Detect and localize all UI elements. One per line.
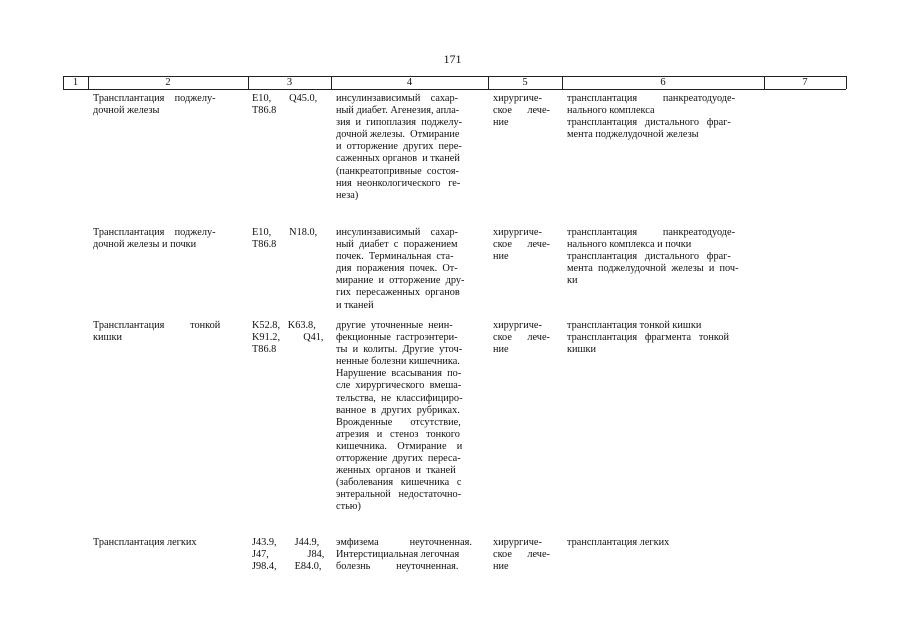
column-header-7: 7 <box>802 77 808 88</box>
row-diagnosis: другие уточненные неин- фекционные гастроэнтери- ты и колиты. Другие уточ- ненные болезни кишечника. Нарушение всасывания по- сле хирургического вмеша- тельства, не классифициро- ванное в других рубриках. Врожденные отсутствие, атрезия и стеноз тонкого кишечника. Отмирание и отторжение других переса- женных органов и тканей (заболевания кишечника с энтеральной недостаточно- стью) <box>336 320 463 513</box>
column-divider <box>846 76 847 89</box>
row-procedure-name: Трансплантация поджелу- дочной железы <box>93 93 216 117</box>
table-header-bottom-border <box>63 89 846 90</box>
row-icd-codes: E10, Q45.0, T86.8 <box>252 93 318 117</box>
row-icd-codes: E10, N18.0, T86.8 <box>252 227 318 251</box>
row-treatment-type: хирургиче- ское лече- ние <box>493 227 550 263</box>
row-treatment-method: трансплантация тонкой кишки трансплантация фрагмента тонкой кишки <box>567 320 729 356</box>
row-procedure-name: Трансплантация легких <box>93 537 197 548</box>
page-number: 171 <box>443 52 462 66</box>
row-treatment-method: трансплантация легких <box>567 537 670 548</box>
column-header-4: 4 <box>406 77 413 88</box>
column-header-3: 3 <box>286 77 293 88</box>
row-diagnosis: инсулинзависимый сахар- ный диабет с поражением почек. Терминальная ста- дия поражения почек. От- мирание и отторжение дру- гих пересаженных органов и тканей <box>336 227 465 311</box>
row-diagnosis: инсулинзависимый сахар- ный диабет. Агенезия, апла- зия и гипоплазия поджелу- дочной железы. Отмирание и отторжение других пере- саженных органов и тканей (панкреатопривные состоя- ния неонкологического ге- неза) <box>336 93 463 201</box>
row-treatment-method: трансплантация панкреатодуоде- нального комплекса трансплантация дистального фраг- мента поджелудочной железы <box>567 93 736 141</box>
row-icd-codes: J43.9, J44.9, J47, J84, J98.4, E84.0, <box>252 537 325 573</box>
row-treatment-type: хирургиче- ское лече- ние <box>493 320 550 356</box>
column-header-5: 5 <box>522 77 528 88</box>
row-treatment-method: трансплантация панкреатодуоде- нального комплекса и почки трансплантация дистального фраг- мента поджелудочной железы и поч- ки <box>567 227 739 287</box>
row-procedure-name: Трансплантация поджелу- дочной железы и почки <box>93 227 216 251</box>
row-procedure-name: Трансплантация тонкой кишки <box>93 320 221 344</box>
row-icd-codes: K52.8, K63.8, K91.2, Q41, T86.8 <box>252 320 324 356</box>
row-treatment-type: хирургиче- ское лече- ние <box>493 93 550 129</box>
column-header-1: 1 <box>72 77 79 88</box>
column-header-6: 6 <box>660 77 666 88</box>
row-diagnosis: эмфизема неуточненная. Интерстициальная легочная болезнь неуточненная. <box>336 537 472 573</box>
column-header-2: 2 <box>165 77 171 88</box>
row-treatment-type: хирургиче- ское лече- ние <box>493 537 550 573</box>
